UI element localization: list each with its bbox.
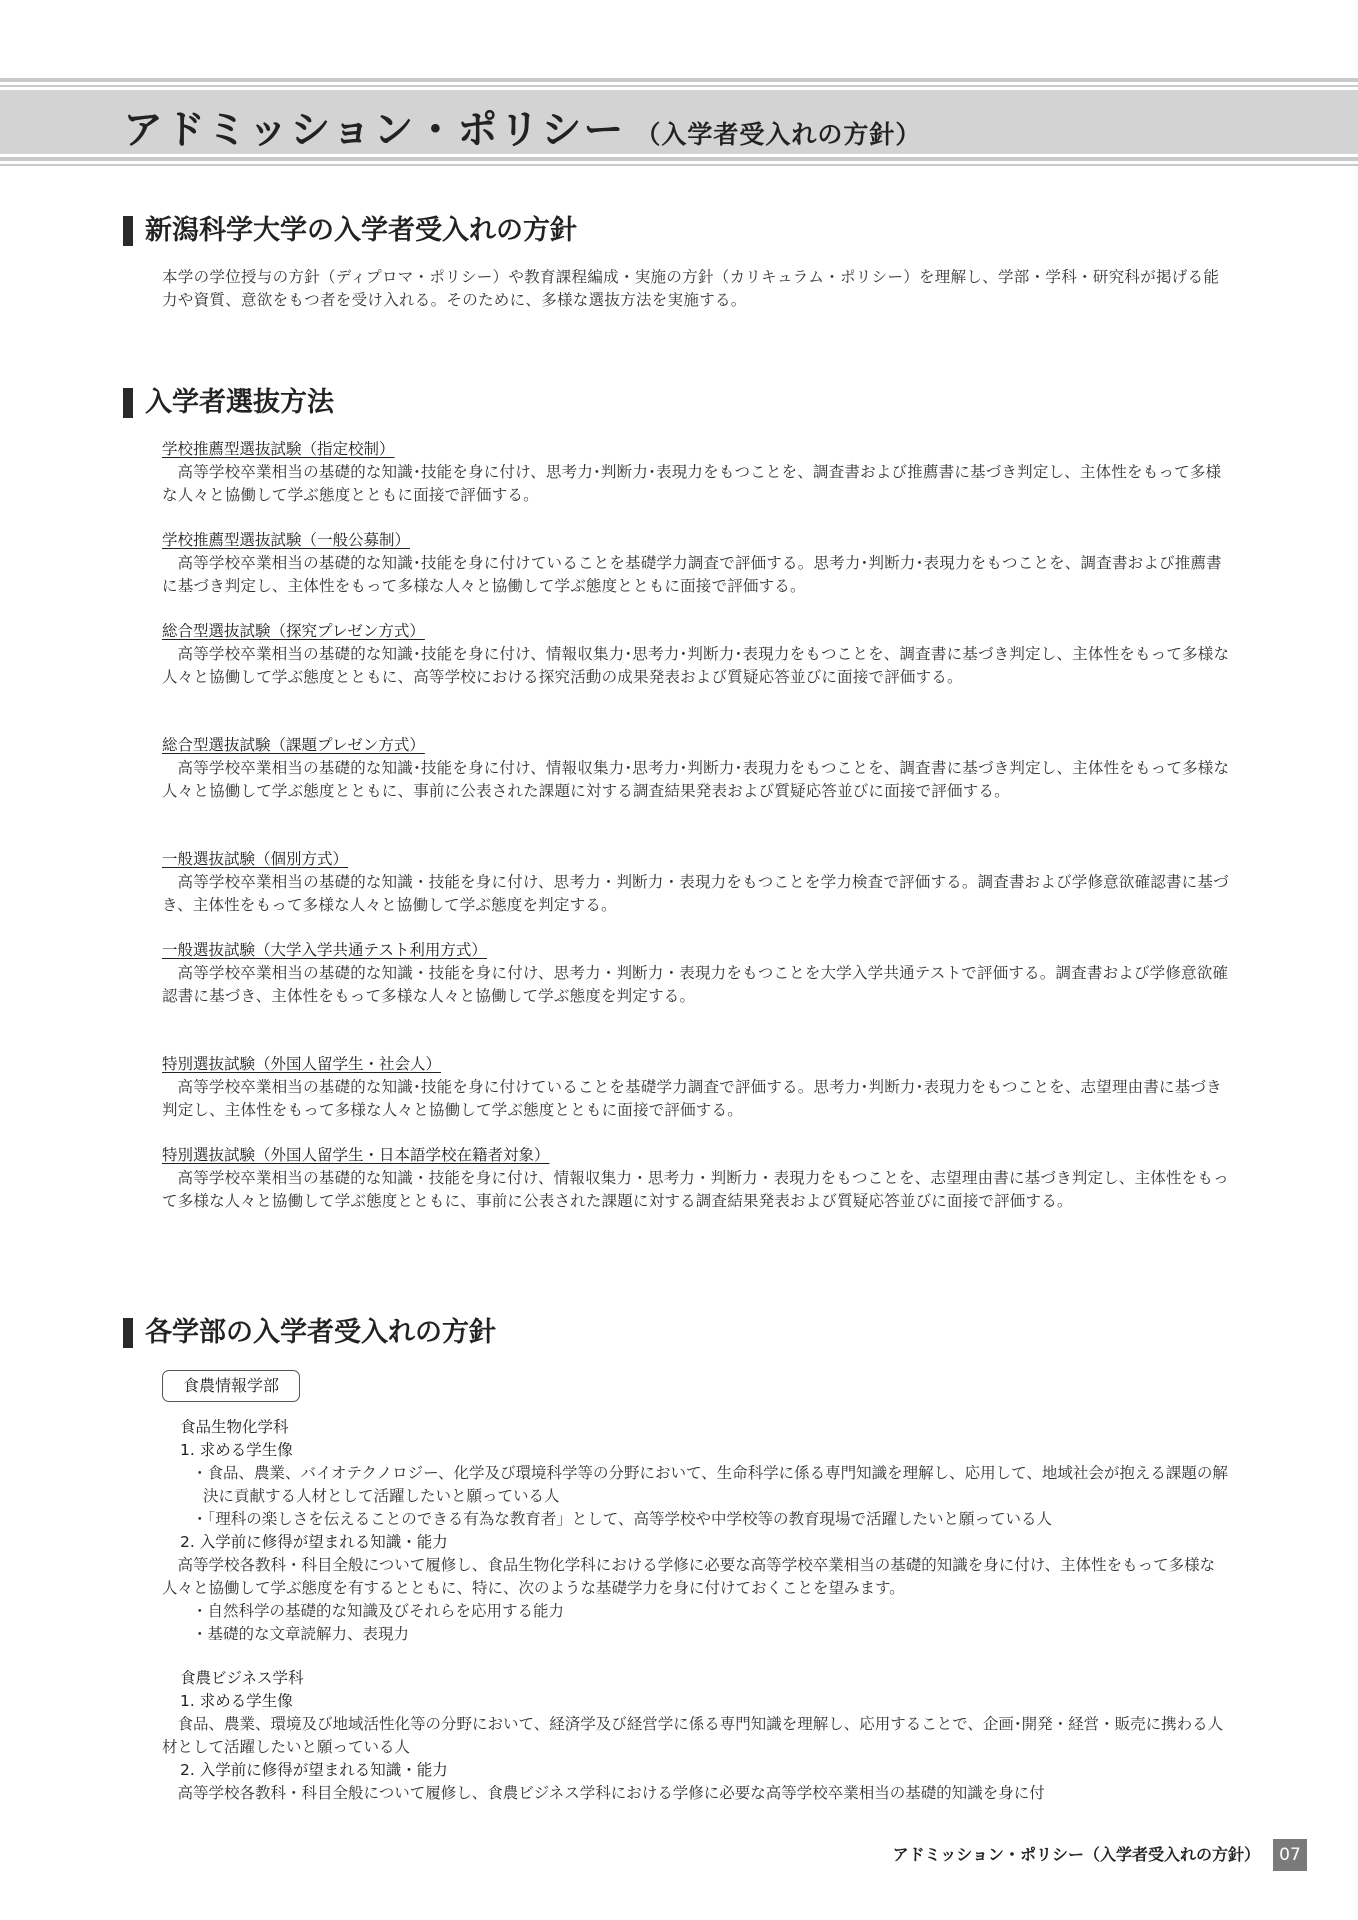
department-name: 食農ビジネス学科: [180, 1669, 304, 1687]
header-rule-bottom-thin: [0, 164, 1358, 166]
selection-method-title: 総合型選抜試験（課題プレゼン方式）: [162, 736, 425, 754]
student-profile-text: 食品、農業、環境及び地域活性化等の分野において、経済学及び経営学に係る専門知識を理解し、応用することで、企画･開発・経営・販売に携わる人材として活躍したいと願っている人: [162, 1715, 1224, 1756]
prior-knowledge-bullet: ・自然科学の基礎的な知識及びそれらを応用する能力: [192, 1602, 565, 1620]
student-profile-heading: 1. 求める学生像: [180, 1441, 293, 1459]
selection-method-title: 一般選抜試験（大学入学共通テスト利用方式）: [162, 941, 487, 959]
prior-knowledge-text: 高等学校各教科・科目全般について履修し、食農ビジネス学科における学修に必要な高等学校卒業相当の基礎的知識を身に付: [177, 1784, 1045, 1802]
selection-method-item: [162, 939, 1232, 1008]
page-number: 07: [1273, 1839, 1307, 1871]
header-rule-bottom: [0, 157, 1358, 161]
selection-method-item: [162, 529, 1232, 598]
student-profile-bullet: ・食品、農業、バイオテクノロジー、化学及び環境科学等の分野において、生命科学に係る専門知識を理解し、応用して、地域社会が抱える課題の解決に貢献する人材として活躍したいと願っている人: [192, 1464, 1228, 1505]
selection-method-text: 高等学校卒業相当の基礎的な知識・技能を身に付け、情報収集力・思考力・判断力・表現力をもつことを、志望理由書に基づき判定し、主体性をもって多様な人々と協働して学ぶ態度とともに、事前に公表された課題に対する調査結果発表および質疑応答並びに面接で評価する。: [162, 1169, 1229, 1210]
selection-method-text: 高等学校卒業相当の基礎的な知識・技能を身に付け、思考力・判断力・表現力をもつことを学力検査で評価する。調査書および学修意欲確認書に基づき、主体性をもって多様な人々と協働して学ぶ態度を判定する。: [162, 873, 1229, 914]
prior-knowledge-heading: 2. 入学前に修得が望まれる知識・能力: [180, 1761, 448, 1779]
selection-method-title: 特別選抜試験（外国人留学生・日本語学校在籍者対象）: [162, 1146, 550, 1164]
selection-method-item: [162, 1144, 1232, 1213]
selection-method-title: 学校推薦型選抜試験（指定校制）: [162, 440, 395, 458]
section-heading-faculty-policy: 各学部の入学者受入れの方針: [123, 1316, 496, 1350]
selection-method-text: 高等学校卒業相当の基礎的な知識･技能を身に付けていることを基礎学力調査で評価する。思考力･判断力･表現力をもつことを、調査書および推薦書に基づき判定し、主体性をもって多様な人々と協働して学ぶ態度とともに面接で評価する。: [162, 554, 1222, 595]
department-name: 食品生物化学科: [180, 1418, 289, 1436]
selection-method-text: 高等学校卒業相当の基礎的な知識・技能を身に付け、思考力・判断力・表現力をもつことを大学入学共通テストで評価する。調査書および学修意欲確認書に基づき、主体性をもって多様な人々と協働して学ぶ態度を判定する。: [162, 964, 1229, 1005]
selection-method-text: 高等学校卒業相当の基礎的な知識･技能を身に付け、情報収集力･思考力･判断力･表現力をもつことを、調査書に基づき判定し、主体性をもって多様な人々と協働して学ぶ態度とともに、高等学校における探究活動の成果発表および質疑応答並びに面接で評価する。: [162, 645, 1230, 686]
university-policy-text: 本学の学位授与の方針（ディプロマ・ポリシー）や教育課程編成・実施の方針（カリキュラム・ポリシー）を理解し、学部・学科・研究科が掲げる能力や資質、意欲をもつ者を受け入れる。そのために、多様な選抜方法を実施する。: [162, 268, 1220, 309]
selection-method-item: [162, 438, 1232, 507]
student-profile-heading: 1. 求める学生像: [180, 1692, 293, 1710]
selection-method-title: 特別選抜試験（外国人留学生・社会人）: [162, 1055, 442, 1073]
student-profile-bullet: ・「理科の楽しさを伝えることのできる有為な教育者」として、高等学校や中学校等の教育現場で活躍したいと願っている人: [192, 1510, 1052, 1528]
department-food-agri-business: [162, 1667, 1232, 1805]
selection-method-text: 高等学校卒業相当の基礎的な知識･技能を身に付け、思考力･判断力･表現力をもつことを、調査書および推薦書に基づき判定し、主体性をもって多様な人々と協働して学ぶ態度とともに面接で評価する。: [162, 463, 1222, 504]
department-food-biochemistry: [162, 1416, 1232, 1646]
section-heading-selection-methods: 入学者選抜方法: [123, 386, 334, 420]
selection-method-text: 高等学校卒業相当の基礎的な知識･技能を身に付け、情報収集力･思考力･判断力･表現力をもつことを、調査書に基づき判定し、主体性をもって多様な人々と協働して学ぶ態度とともに、事前に公表された課題に対する調査結果発表および質疑応答並びに面接で評価する。: [162, 759, 1230, 800]
selection-method-title: 一般選抜試験（個別方式）: [162, 850, 349, 868]
section-heading-university-policy: 新潟科学大学の入学者受入れの方針: [123, 214, 577, 248]
page-title-sub: （入学者受入れの方針）: [635, 120, 922, 149]
faculty-badge: 食農情報学部: [162, 1370, 300, 1402]
prior-knowledge-bullet: ・基礎的な文章読解力、表現力: [192, 1625, 410, 1643]
footer-running-title: アドミッション・ポリシー（入学者受入れの方針）: [892, 1845, 1260, 1864]
selection-method-item: [162, 1053, 1232, 1122]
selection-method-text: 高等学校卒業相当の基礎的な知識･技能を身に付けていることを基礎学力調査で評価する。思考力･判断力･表現力をもつことを、志望理由書に基づき判定し、主体性をもって多様な人々と協働して学ぶ態度とともに面接で評価する。: [162, 1078, 1222, 1119]
prior-knowledge-text: 高等学校各教科・科目全般について履修し、食品生物化学科における学修に必要な高等学校卒業相当の基礎的知識を身に付け、主体性をもって多様な人々と協働して学ぶ態度を有するとともに、特に、次のような基礎学力を身に付けておくことを望みます。: [162, 1556, 1216, 1597]
page-title-main: アドミッション・ポリシー: [123, 107, 626, 153]
selection-method-item: [162, 734, 1232, 803]
header-rule-top-thin: [0, 85, 1358, 87]
selection-method-title: 学校推薦型選抜試験（一般公募制）: [162, 531, 411, 549]
prior-knowledge-heading: 2. 入学前に修得が望まれる知識・能力: [180, 1533, 448, 1551]
selection-method-item: [162, 848, 1232, 917]
page-title: [123, 98, 921, 155]
header-rule-top: [0, 78, 1358, 82]
selection-method-item: [162, 620, 1232, 689]
selection-method-title: 総合型選抜試験（探究プレゼン方式）: [162, 622, 425, 640]
